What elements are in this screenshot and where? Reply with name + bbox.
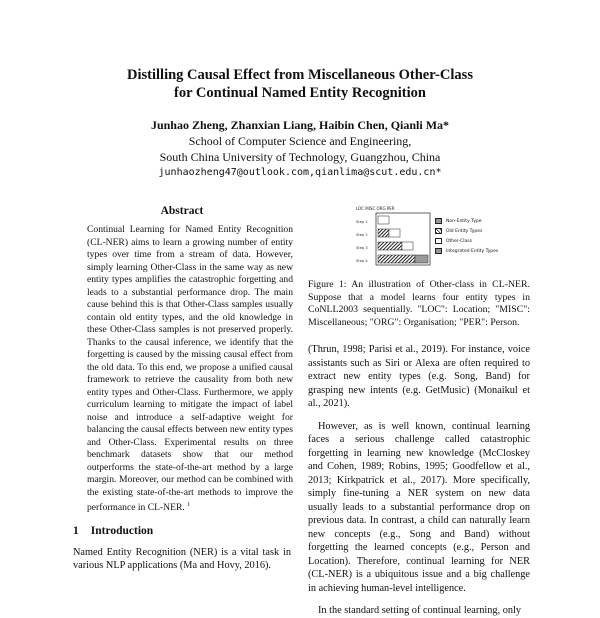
title-line-1: Distilling Causal Effect from Miscellaneous Other-Class — [127, 67, 473, 83]
cell-3-2 — [402, 242, 413, 250]
title-line-2: for Continual Named Entity Recognition — [174, 85, 426, 101]
legend-item — [435, 236, 498, 246]
introduction-heading — [73, 525, 291, 537]
figure-1 — [308, 203, 530, 279]
row-label-1: Step 1 — [356, 220, 368, 224]
left-column — [73, 205, 291, 572]
paragraph-1: (Thrun, 1998; Parisi et al., 2019). For instance, voice assistants such as Siri or Alexa are often required to extract new entity types (e.g. Song, Band) for grasping new intents (e.g. GetMusic) (Monaikul et al., 2021). — [308, 344, 530, 409]
footnote-mark: 1 — [187, 502, 191, 508]
swatch-old-entity — [435, 228, 442, 234]
swatch-other-class — [435, 238, 442, 244]
figure-illustration — [348, 203, 433, 269]
cell-3-1 — [378, 242, 402, 250]
row-label-3: Step 3 — [356, 246, 368, 250]
row-label-4: Step 4 — [356, 259, 368, 263]
abstract-text — [87, 224, 293, 515]
legend-label: Other-Class — [446, 238, 472, 244]
figure-header: LOC MISC ORG PER — [356, 206, 395, 211]
cell-1-1 — [378, 216, 389, 224]
legend-label: Integrated Entity Types — [446, 248, 499, 254]
figure-legend — [435, 216, 498, 256]
swatch-integrated — [435, 248, 442, 254]
cell-4-1 — [378, 255, 415, 263]
row-label-2: Step 2 — [356, 233, 368, 237]
legend-label: Non-Entity Type — [446, 218, 482, 224]
section-number: 1 — [73, 524, 79, 537]
section-title: Introduction — [90, 524, 154, 537]
abstract-heading: Abstract — [160, 205, 204, 217]
cell-2-1 — [378, 229, 389, 237]
affiliation-line-1: School of Computer Science and Engineering, — [188, 134, 412, 148]
cell-2-2 — [389, 229, 400, 237]
swatch-non-entity — [435, 218, 442, 224]
legend-item — [435, 246, 498, 256]
author-emails: junhaozheng47@outlook.com,qianlima@scut.edu.cn* — [158, 167, 442, 178]
abstract-body: Continual Learning for Named Entity Recognition (CL-NER) aims to learn a growing number of entity types over time from a stream of data. However, simply learning Other-Class in the same way as new entity types amplifies the catastrophic forgetting and leads to a substantial performance drop. The main cause behind this is that Other-Class samples usually contain old entity types, and the old knowledge in these Other-Class samples is not preserved properly. Thanks to the causal inference, we identify that the forgetting is caused by the missing causal effect from the old data. To this end, we propose a unified causal framework to retrieve the causality from both new entity types and Other-Class. Furthermore, we apply curriculum learning to mitigate the impact of label noise and introduce a self-adaptive weight for balancing the causal effects between new entity types and Other-Class. Experimental results on three benchmark datasets show that our method outperforms the state-of-the-art method by a large margin. Moreover, our method can be combined with the existing state-of-the-art methods to improve the performance in CL-NER. — [87, 224, 293, 514]
right-column — [308, 203, 530, 618]
affiliation-line-2: South China University of Technology, Guangzhou, China — [159, 150, 441, 164]
author-names: Junhao Zheng, Zhanxian Liang, Haibin Chen, Qianli Ma* — [150, 118, 450, 132]
cell-4-2 — [415, 255, 428, 263]
paragraph-2: However, as is well known, continual learning faces a serious challenge called catastrophic forgetting in learning new knowledge (McCloskey and Cohen, 1989; Robins, 1995; Goodfellow et al., 2013; Kirkpatrick et al., 2017). More specifically, simply fine-tuning a NER system on new data usually leads to a substantial performance drop on previous data. In contrast, a child can naturally learn new concepts (e.g., Song and Band) without forgetting the learned concepts (e.g., Person and Location). Therefore, continual learning for NER (CL-NER) is a ubiquitous issue and a big challenge in achieving human-level intelligence. — [308, 420, 530, 594]
figure-caption: Figure 1: An illustration of Other-class in CL-NER. Suppose that a model learns four entity types in CoNLL2003 sequentially. "LOC": Location; "MISC": Miscellaneous; "ORG": Organisation; "PER": Person. — [308, 279, 530, 328]
legend-label: Old Entity Types — [446, 228, 483, 234]
paragraph-3: In the standard setting of continual learning, only — [318, 605, 522, 616]
legend-item — [435, 216, 498, 226]
introduction-text: Named Entity Recognition (NER) is a vital task in various NLP applications (Ma and Hovy, 2016). — [73, 546, 291, 571]
legend-item — [435, 226, 498, 236]
paper-title — [60, 66, 540, 102]
author-block — [60, 117, 540, 181]
